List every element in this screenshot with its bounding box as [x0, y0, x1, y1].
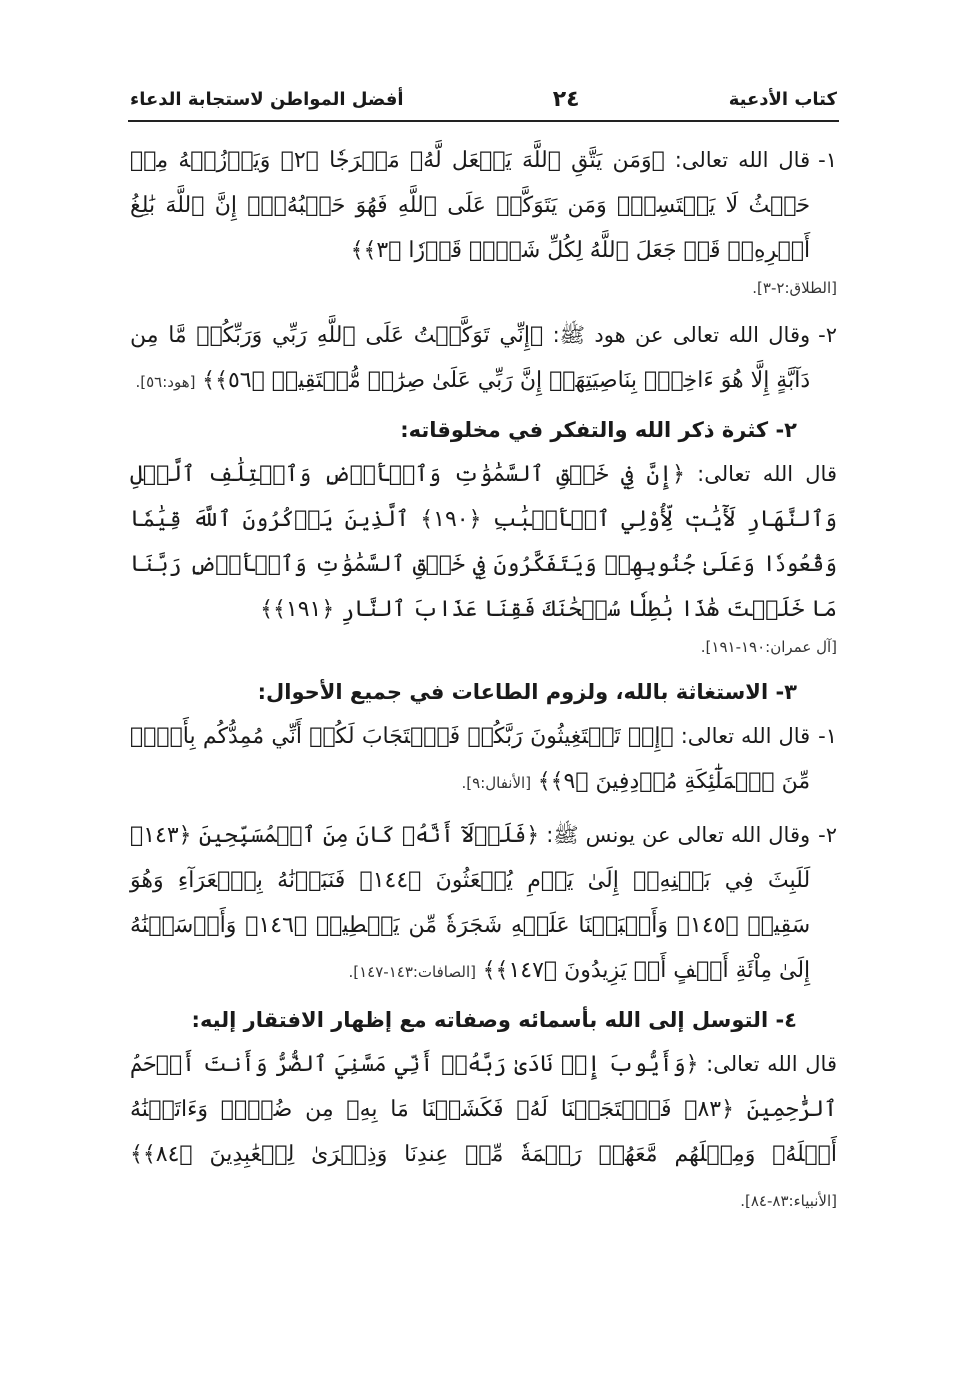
verse-reference: [آل عمران:١٩٠-١٩١]. — [700, 638, 837, 656]
list-item — [130, 313, 837, 404]
verse-reference: [الأنبياء:٨٣-٨٤]. — [740, 1192, 837, 1210]
section-heading: ٢- كثرة ذكر الله والتفكر في مخلوقاته: — [400, 418, 797, 442]
list-item — [130, 714, 837, 805]
list-item — [130, 138, 837, 273]
intro-text: وقال الله تعالى عن هود ﷺ: — [552, 323, 811, 347]
running-header — [130, 84, 837, 114]
section-text — [130, 452, 837, 632]
verse-reference: [الصافات:١٤٣-١٤٧]. — [348, 963, 476, 981]
intro-text: قال الله تعالى: — [706, 1052, 837, 1076]
header-divider — [128, 120, 839, 122]
chapter-title: أفضل المواطن لاستجابة الدعاء — [130, 88, 404, 110]
verse-reference: [هود:٥٦]. — [135, 373, 196, 391]
quran-verse: ﴿وَأَيُّوبَ إِذۡ نَادَىٰ رَبَّهُۥٓ أَنِّي مَسَّنِيَ ٱلضُّرُّ وَأَنتَ أَرۡحَمُ ٱلرَّٰحِمِينَ ﴿٨٣﴾ فَٱسۡتَجَبۡنَا لَهُۥ فَكَشَفۡنَا مَا بِهِۦ مِن ضُرّٖۖ وَءَاتَيۡنَٰهُ أَهۡلَهُۥ وَمِثۡلَهُم مَّعَهُمۡ رَحۡمَةٗ مِّنۡ عِندِنَا وَذِكۡرَىٰ لِلۡعَٰبِدِينَ ﴿٨٤﴾﴾ — [130, 1052, 838, 1167]
intro-text: قال الله تعالى: — [680, 724, 811, 748]
item-number: ٢- — [818, 823, 837, 847]
item-number: ١- — [818, 724, 837, 748]
intro-text: قال الله تعالى: — [697, 462, 837, 486]
item-text — [130, 813, 810, 994]
verse-reference: [الأنفال:٩]. — [461, 774, 532, 792]
intro-text: وقال الله تعالى عن يونس ﷺ: — [546, 823, 811, 847]
page-body — [130, 138, 837, 1223]
verse-reference: [الطلاق:٢-٣]. — [752, 279, 837, 297]
quran-verse: ﴿وَمَن يَتَّقِ ٱللَّهَ يَجۡعَل لَّهُۥ مَخۡرَجٗا ﴿٢﴾ وَيَرۡزُقۡهُ مِنۡ حَيۡثُ لَا يَحۡتَسِبُۚ وَمَن يَتَوَكَّلۡ عَلَى ٱللَّهِ فَهُوَ حَسۡبُهُۥٓۚ إِنَّ ٱللَّهَ بَٰلِغُ أَمۡرِهِۦۚ قَدۡ جَعَلَ ٱللَّهُ لِكُلِّ شَيۡءٖ قَدۡرٗا ﴿٣﴾﴾ — [130, 148, 811, 263]
item-number: ١- — [818, 148, 837, 172]
section-heading: ٤- التوسل إلى الله بأسمائه وصفاته مع إظهار الافتقار إليه: — [191, 1008, 797, 1032]
book-title: كتاب الأدعية — [728, 88, 837, 110]
quran-verse: ﴿إِنَّ فِي خَلۡقِ ٱلسَّمَٰوَٰتِ وَٱلۡأَرۡضِ وَٱخۡتِلَٰفِ ٱلَّيۡلِ وَٱلنَّهَارِ لَأٓيَٰتٖ لِّأُوْلِي ٱلۡأَلۡبَٰبِ ﴿١٩٠﴾ ٱلَّذِينَ يَذۡكُرُونَ ٱللَّهَ قِيَٰمٗا وَقُعُودٗا وَعَلَىٰ جُنُوبِهِمۡ وَيَتَفَكَّرُونَ فِي خَلۡقِ ٱلسَّمَٰوَٰتِ وَٱلۡأَرۡضِ رَبَّنَا مَا خَلَقۡتَ هَٰذَا بَٰطِلٗا سُبۡحَٰنَكَ فَقِنَا عَذَابَ ٱلنَّارِ ﴿١٩١﴾﴾ — [130, 462, 837, 622]
item-number: ٢- — [818, 323, 837, 347]
item-text — [130, 313, 810, 404]
quran-verse: ﴿إِنِّي تَوَكَّلۡتُ عَلَى ٱللَّهِ رَبِّي وَرَبِّكُمۚ مَّا مِن دَآبَّةٍ إِلَّا هُوَ ءَاخِذُۢ بِنَاصِيَتِهَآۚ إِنَّ رَبِّي عَلَىٰ صِرَٰطٖ مُّسۡتَقِيمٖ ﴿٥٦﴾﴾ — [130, 323, 811, 393]
list-item — [130, 813, 837, 994]
section-heading: ٣- الاستغاثة بالله، ولزوم الطاعات في جميع الأحوال: — [257, 680, 797, 704]
page-number: ٢٤ — [552, 86, 580, 112]
intro-text: قال الله تعالى: — [674, 148, 811, 172]
section-text — [130, 1042, 837, 1223]
item-text — [130, 138, 810, 273]
item-text — [130, 714, 810, 805]
quran-verse: ﴿إِذۡ تَسۡتَغِيثُونَ رَبَّكُمۡ فَٱسۡتَجَابَ لَكُمۡ أَنِّي مُمِدُّكُم بِأَلۡفٖ مِّنَ ٱلۡمَلَٰٓئِكَةِ مُرۡدِفِينَ ﴿٩﴾﴾ — [130, 724, 811, 794]
quran-verse: ﴿فَلَوۡلَآ أَنَّهُۥ كَانَ مِنَ ٱلۡمُسَبِّحِينَ ﴿١٤٣﴾ لَلَبِثَ فِي بَطۡنِهِۦٓ إِلَىٰ يَوۡمِ يُبۡعَثُونَ ﴿١٤٤﴾ فَنَبَذۡنَٰهُ بِٱلۡعَرَآءِ وَهُوَ سَقِيمٞ ﴿١٤٥﴾ وَأَنۢبَتۡنَا عَلَيۡهِ شَجَرَةٗ مِّن يَقۡطِينٖ ﴿١٤٦﴾ وَأَرۡسَلۡنَٰهُ إِلَىٰ مِاْئَةِ أَلۡفٍ أَوۡ يَزِيدُونَ ﴿١٤٧﴾﴾ — [130, 823, 811, 983]
